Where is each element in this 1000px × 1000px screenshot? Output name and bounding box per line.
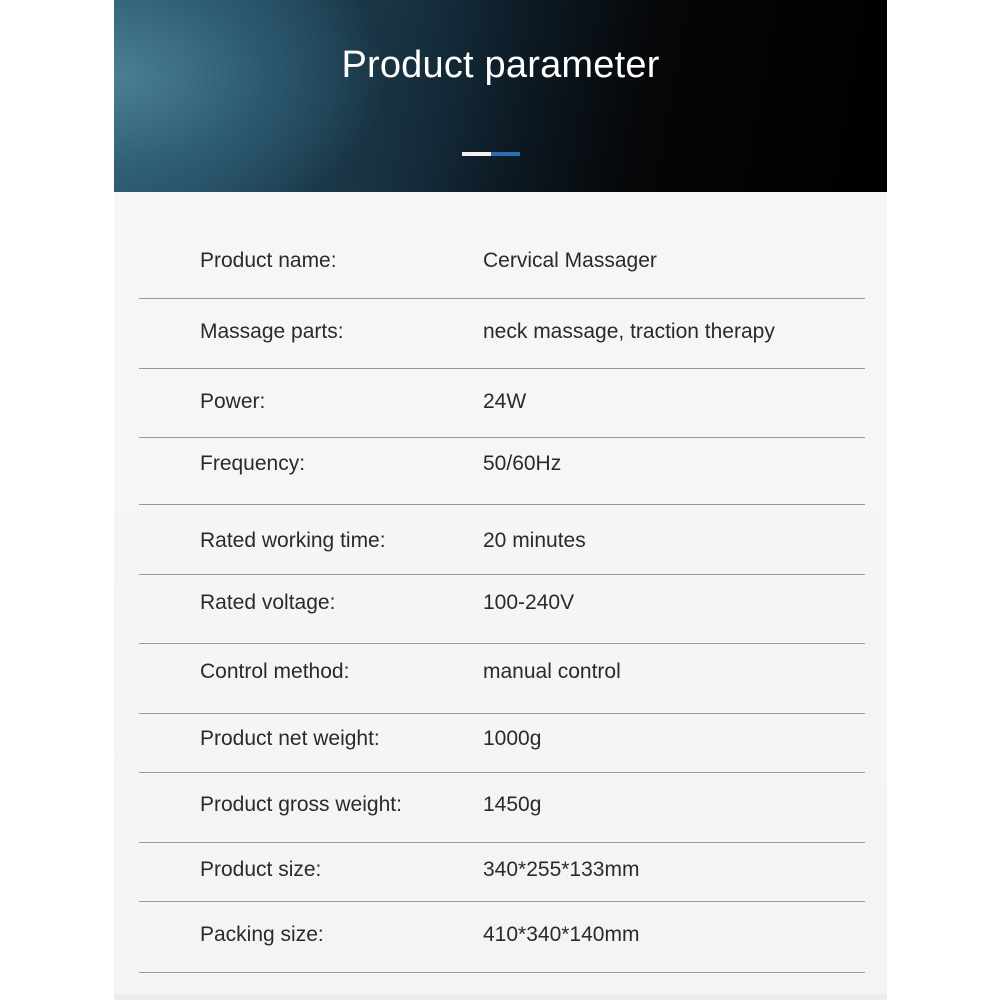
param-value: 1000g <box>483 727 542 750</box>
underline-blue-segment <box>491 152 520 156</box>
param-label: Massage parts: <box>200 320 344 343</box>
param-value: 1450g <box>483 793 542 816</box>
param-label: Product gross weight: <box>200 793 402 816</box>
param-value: neck massage, traction therapy <box>483 320 775 343</box>
param-row-product-size <box>139 843 865 902</box>
param-row-control-method <box>139 644 865 714</box>
param-value: 100-240V <box>483 591 575 614</box>
param-value: 20 minutes <box>483 529 586 552</box>
param-value: manual control <box>483 660 621 683</box>
param-row-product-name <box>139 226 865 299</box>
param-label: Rated working time: <box>200 529 386 552</box>
param-label: Product size: <box>200 858 322 881</box>
title-underline-bar <box>462 152 520 156</box>
param-row-rated-working-time <box>139 505 865 575</box>
param-value: 340*255*133mm <box>483 858 640 881</box>
param-value: 410*340*140mm <box>483 923 640 946</box>
param-row-gross-weight <box>139 773 865 843</box>
page-title: Product parameter <box>341 44 660 86</box>
param-value: 24W <box>483 390 527 413</box>
param-row-packing-size <box>139 902 865 973</box>
param-value: 50/60Hz <box>483 452 562 475</box>
param-label: Product net weight: <box>200 727 380 750</box>
param-label: Rated voltage: <box>200 591 336 614</box>
underline-light-segment <box>462 152 491 156</box>
param-row-net-weight <box>139 714 865 773</box>
param-row-frequency <box>139 438 865 505</box>
param-row-massage-parts <box>139 299 865 369</box>
header-banner <box>114 0 887 192</box>
param-row-power <box>139 369 865 438</box>
param-row-rated-voltage <box>139 575 865 644</box>
footer-divider <box>114 994 887 1000</box>
param-label: Power: <box>200 390 266 413</box>
parameter-table <box>139 226 865 973</box>
param-label: Frequency: <box>200 452 306 475</box>
param-label: Control method: <box>200 660 350 683</box>
param-label: Packing size: <box>200 923 324 946</box>
param-value: Cervical Massager <box>483 249 657 272</box>
param-label: Product name: <box>200 249 337 272</box>
